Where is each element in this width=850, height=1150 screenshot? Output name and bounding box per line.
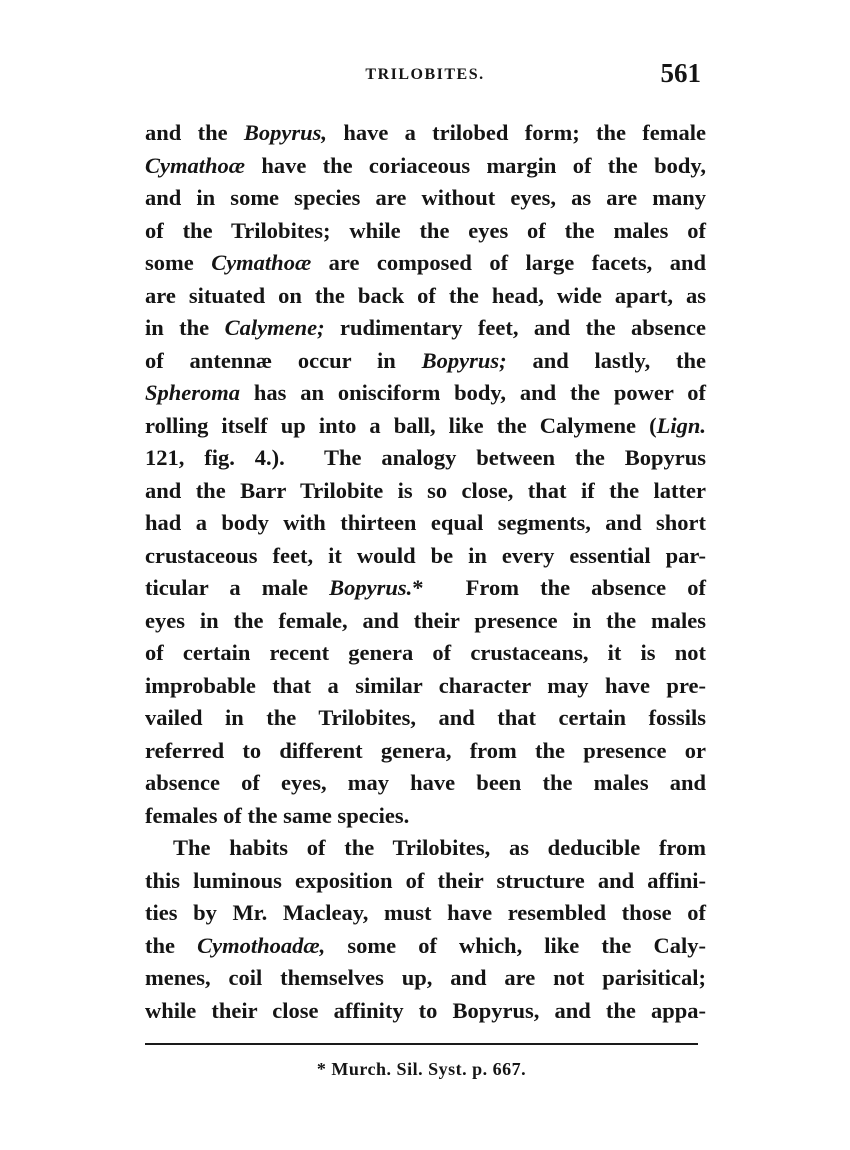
text-run: of the Trilobites; while the eyes of the males of [145,217,706,243]
text-run: are situated on the back of the head, wide apart, as [145,282,706,308]
text-line [145,930,706,963]
text-run: and lastly, the [506,347,707,373]
text-line [145,865,706,898]
page-number: 561 [660,58,701,88]
text-run: of certain recent genera of crustaceans, it is not [145,640,706,665]
text-line [145,962,706,995]
text-line [145,345,706,378]
text-line [145,670,706,703]
text-run: rolling itself up into a ball, like the Calymene ( [145,412,657,438]
text-line [145,605,706,638]
text-line [145,800,706,833]
text-line [145,702,706,735]
text-line [145,377,706,410]
text-line [145,735,706,768]
text-run: some [145,250,212,275]
text-line [145,410,706,443]
text-run: rudimentary feet, and the absence [324,315,706,340]
text-run: 121, fig. 4.). The analogy between the Bopyrus [145,445,706,470]
text-line [145,767,706,800]
text-run: vailed in the Trilobites, and that certain fossils [145,705,706,730]
italic-term: Bopyrus; [421,347,507,373]
text-line [145,182,706,215]
text-line [145,832,706,865]
text-line [145,897,706,930]
footnote: * Murch. Sil. Syst. p. 667. [316,1059,527,1079]
text-run: improbable that a similar character may have pre- [145,672,706,698]
italic-term: Bopyrus. [329,575,413,600]
text-line [145,475,706,508]
running-head [145,58,705,98]
text-run: while their close affinity to Bopyrus, and the appa- [145,997,706,1023]
text-line [145,247,706,280]
text-run: referred to different genera, from the presence or [145,737,706,763]
running-title: TRILOBITES. [365,66,485,83]
text-run: ties by Mr. Macleay, must have resembled those of [145,900,706,925]
italic-term: Lign. [656,412,706,438]
italic-term: Bopyrus, [243,120,328,145]
text-line [145,995,706,1028]
text-run: the [145,932,198,958]
text-run: eyes in the female, and their presence in the males [145,607,706,633]
text-run: have the coriaceous margin of the body, [245,152,706,178]
text-line [145,215,706,248]
text-run: absence of eyes, may have been the males and [145,770,706,795]
text-line [145,637,706,670]
text-run: and the [145,120,244,145]
text-run: The habits of the Trilobites, as deducible from [173,835,706,860]
text-line [145,442,706,475]
text-run: females of the same species. [145,802,410,828]
italic-term: Calymene; [224,315,325,340]
text-run: of antennæ occur in [145,347,422,373]
text-run: crustaceous feet, it would be in every essential par- [145,542,706,568]
text-run: has an onisciform body, and the power of [240,380,706,405]
text-line [145,572,706,605]
text-run: some of which, like the Caly- [325,932,706,958]
text-run: and in some species are without eyes, as are many [145,185,706,210]
text-run: this luminous exposition of their structure and affini- [145,867,706,893]
footnote-rule [145,1043,698,1045]
text-run: ticular a male [145,575,330,600]
text-line [145,312,706,345]
text-run: are composed of large facets, and [311,250,706,275]
italic-term: Cymothoadæ, [197,932,326,958]
italic-term: Spheroma [145,380,241,405]
text-run: had a body with thirteen equal segments, and short [145,510,706,535]
text-line [145,117,706,150]
text-run: * From the absence of [412,575,707,600]
italic-term: Cymathoæ [211,250,312,275]
text-line [145,280,706,313]
text-line [145,150,706,183]
body-text [145,117,706,1027]
italic-term: Cymathoæ [145,152,246,178]
text-line [145,540,706,573]
text-run: have a trilobed form; the female [327,120,706,145]
text-run: menes, coil themselves up, and are not parisitical; [145,965,706,990]
text-run: in the [145,315,225,340]
text-line [145,507,706,540]
text-run: and the Barr Trilobite is so close, that if the latter [145,477,706,503]
